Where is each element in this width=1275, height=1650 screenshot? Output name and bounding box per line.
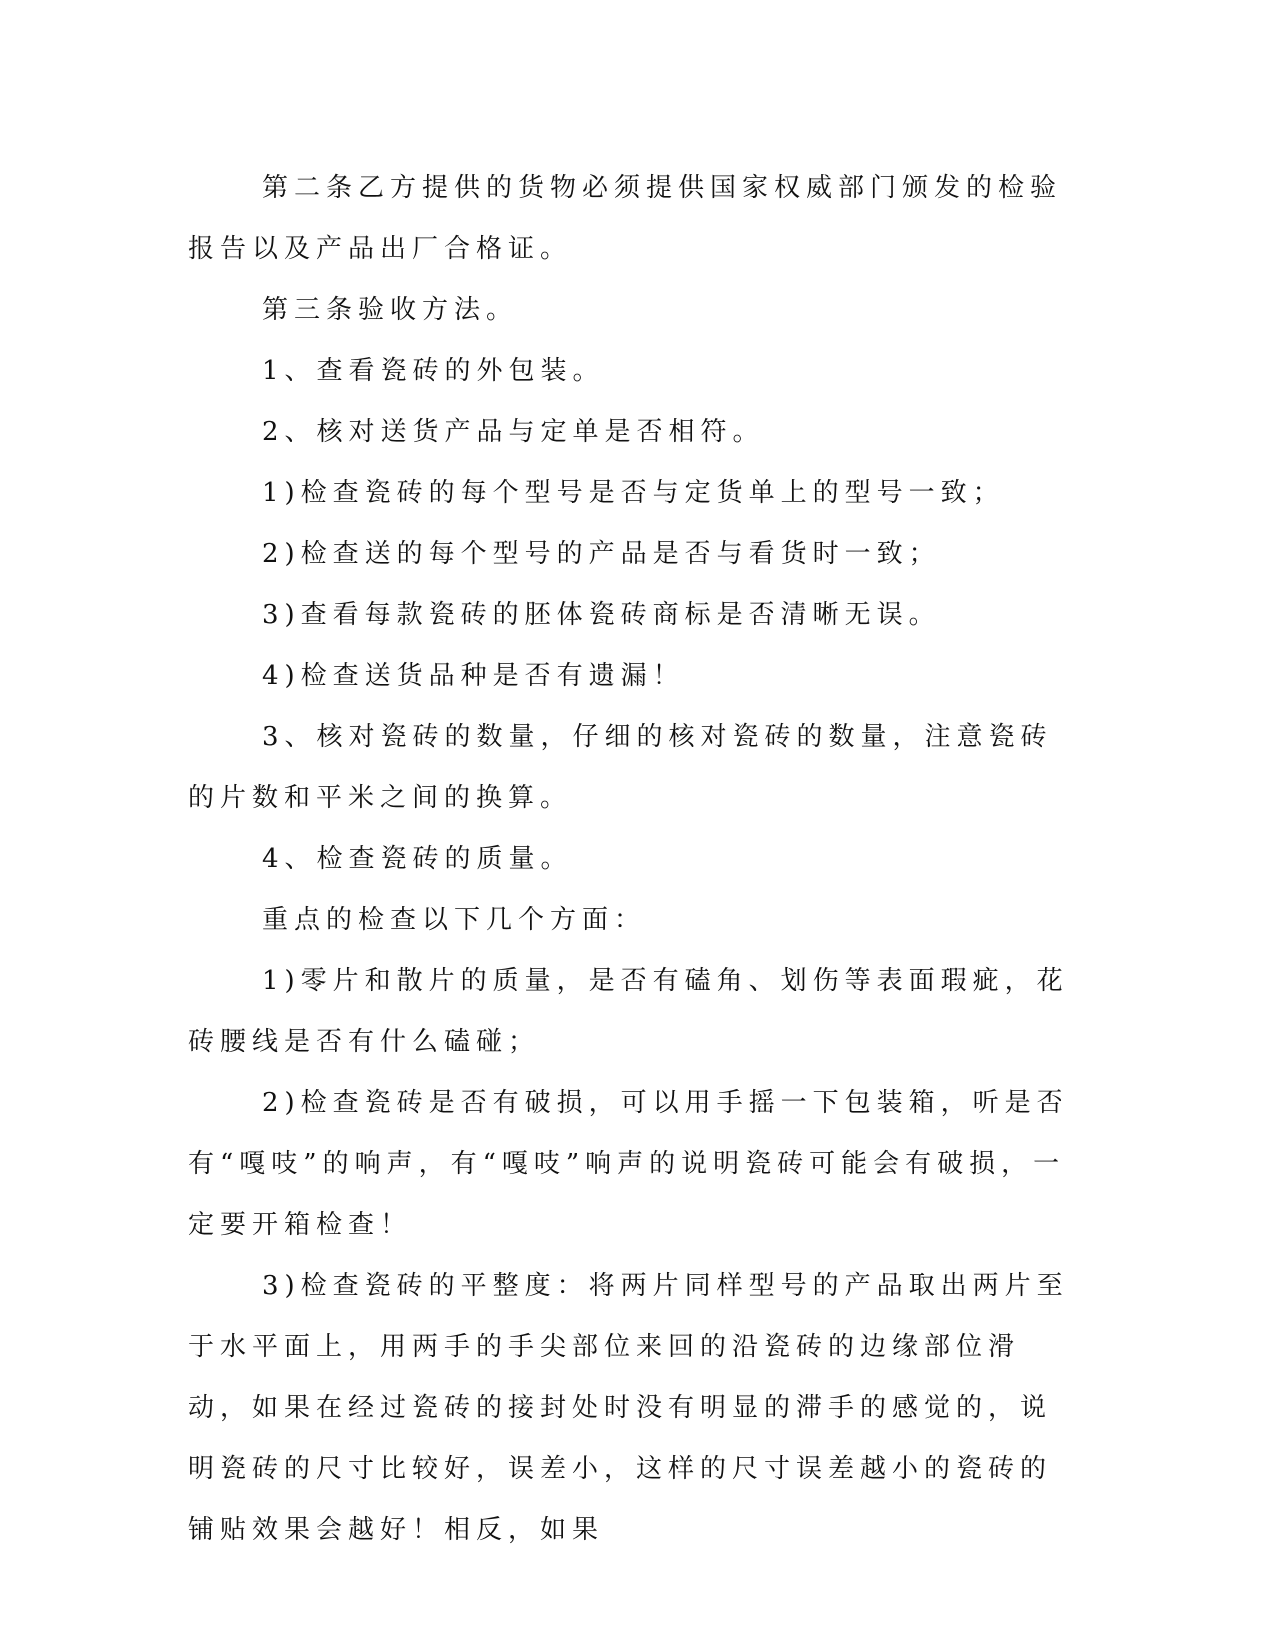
paragraph: 第二条乙方提供的货物必须提供国家权威部门颁发的检验报告以及产品出厂合格证。 bbox=[188, 173, 1063, 264]
paragraph: 3)查看每款瓷砖的胚体瓷砖商标是否清晰无误。 bbox=[262, 600, 941, 630]
paragraph: 1)检查瓷砖的每个型号是否与定货单上的型号一致； bbox=[262, 478, 1005, 508]
paragraph: 3)检查瓷砖的平整度：将两片同样型号的产品取出两片至于水平面上，用两手的手尖部位来回的沿瓷砖的边缘部位滑动，如果在经过瓷砖的接封处时没有明显的滞手的感觉的，说明瓷砖的尺寸比较好，误差小，这样的尺寸误差越小的瓷砖的铺贴效果会越好！相反，如果 bbox=[188, 1271, 1069, 1545]
paragraph: 2)检查送的每个型号的产品是否与看货时一致； bbox=[262, 539, 941, 569]
paragraph: 重点的检查以下几个方面： bbox=[262, 905, 647, 935]
paragraph: 2、核对送货产品与定单是否相符。 bbox=[262, 417, 765, 447]
paragraph: 2)检查瓷砖是否有破损，可以用手摇一下包装箱，听是否有“嘎吱”的响声，有“嘎吱”响声的说明瓷砖可能会有破损，一定要开箱检查！ bbox=[188, 1088, 1069, 1240]
paragraph: 4、检查瓷砖的质量。 bbox=[262, 844, 573, 874]
paragraph: 1)零片和散片的质量，是否有磕角、划伤等表面瑕疵，花砖腰线是否有什么磕碰； bbox=[188, 966, 1069, 1057]
paragraph: 4)检查送货品种是否有遗漏！ bbox=[262, 661, 685, 691]
paragraph: 1、查看瓷砖的外包装。 bbox=[262, 356, 605, 386]
paragraph: 3、核对瓷砖的数量，仔细的核对瓷砖的数量，注意瓷砖的片数和平米之间的换算。 bbox=[188, 722, 1053, 813]
document-body bbox=[188, 158, 1082, 1561]
paragraph: 第三条验收方法。 bbox=[262, 295, 519, 325]
